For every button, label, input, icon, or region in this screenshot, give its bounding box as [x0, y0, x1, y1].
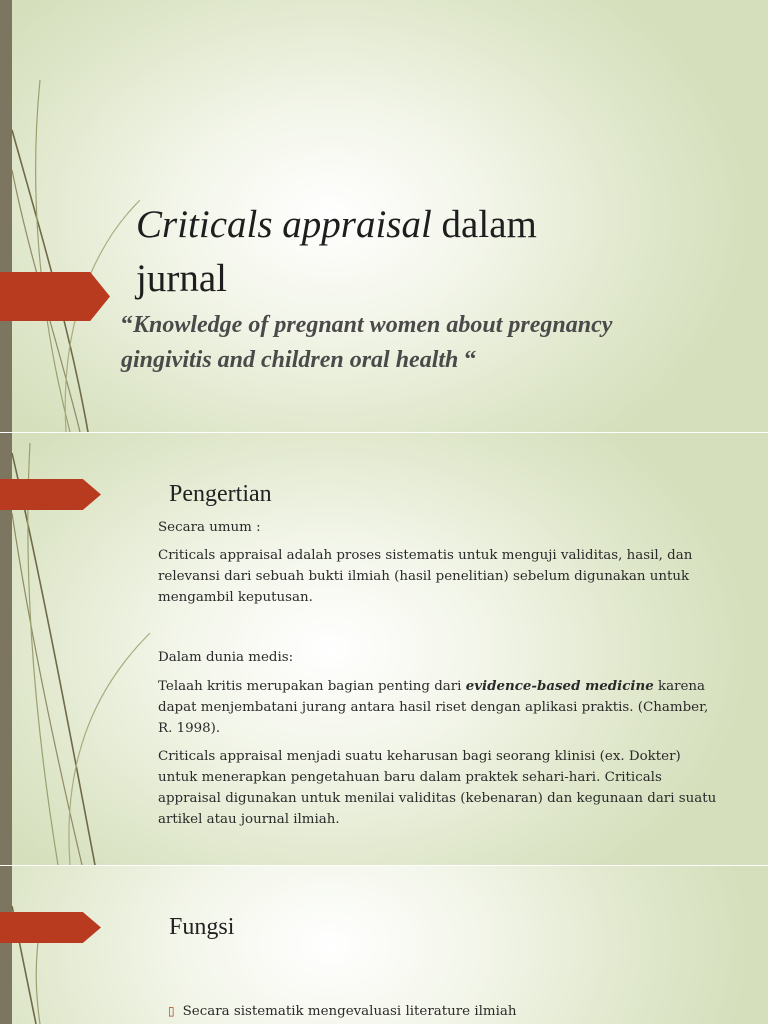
paragraph-keharusan: Criticals appraisal menjadi suatu keharusan bagi seorang klinisi (ex. Dokter) untuk menerapkan pengetahuan baru dalam praktek sehari-hari. Criticals appraisal digunakan untuk menilai validitas (kebenaran) dan kegunaan dari suatu artikel atau journal ilmiah. [158, 749, 717, 827]
accent-arrow-tab [0, 912, 101, 943]
section-heading: Pengertian [169, 481, 272, 507]
telaah-text-end: karena dapat menjembatani jurang antara hasil riset dengan aplikasi praktis. (Chamber, R. 1998). [158, 679, 709, 736]
bullet-text: Secara sistematik mengevaluasi literature ilmiah [182, 1004, 517, 1019]
paragraph-definition: Criticals appraisal adalah proses sistematis untuk menguji validitas, hasil, dan relevansi dari sebuah bukti ilmiah (hasil penelitian) sebelum digunakan untuk mengambil keputusan. [158, 548, 693, 605]
paragraph-telaah-kritis [158, 676, 723, 739]
paragraph-secara-umum: Secara umum : [158, 520, 261, 535]
slide-title [136, 198, 636, 306]
title-italic-part: Criticals appraisal [136, 203, 432, 246]
slide-subtitle [121, 308, 741, 378]
decorative-swoosh [0, 0, 140, 432]
title-slide [0, 0, 768, 432]
bullet-marker-icon: ▯ [168, 1004, 175, 1018]
list-item [168, 1004, 516, 1019]
subtitle-line-2: gingivitis and children oral health [121, 347, 459, 373]
subtitle-line-1: Knowledge of pregnant women about pregnancy [133, 312, 613, 338]
paragraph-dunia-medis: Dalam dunia medis: [158, 650, 294, 665]
pengertian-slide [0, 433, 768, 865]
accent-arrow-tab [0, 272, 110, 321]
telaah-text-start: Telaah kritis merupakan bagian penting dari [158, 679, 466, 694]
title-line-2: jurnal [136, 257, 227, 300]
open-quote: “ [121, 312, 133, 338]
section-heading: Fungsi [169, 914, 235, 940]
title-rest-part: dalam [431, 203, 537, 246]
close-quote: “ [458, 347, 477, 373]
decorative-swoosh [0, 866, 120, 1024]
ebm-term: evidence-based medicine [465, 678, 654, 694]
fungsi-slide [0, 866, 768, 1024]
accent-arrow-tab [0, 479, 101, 510]
